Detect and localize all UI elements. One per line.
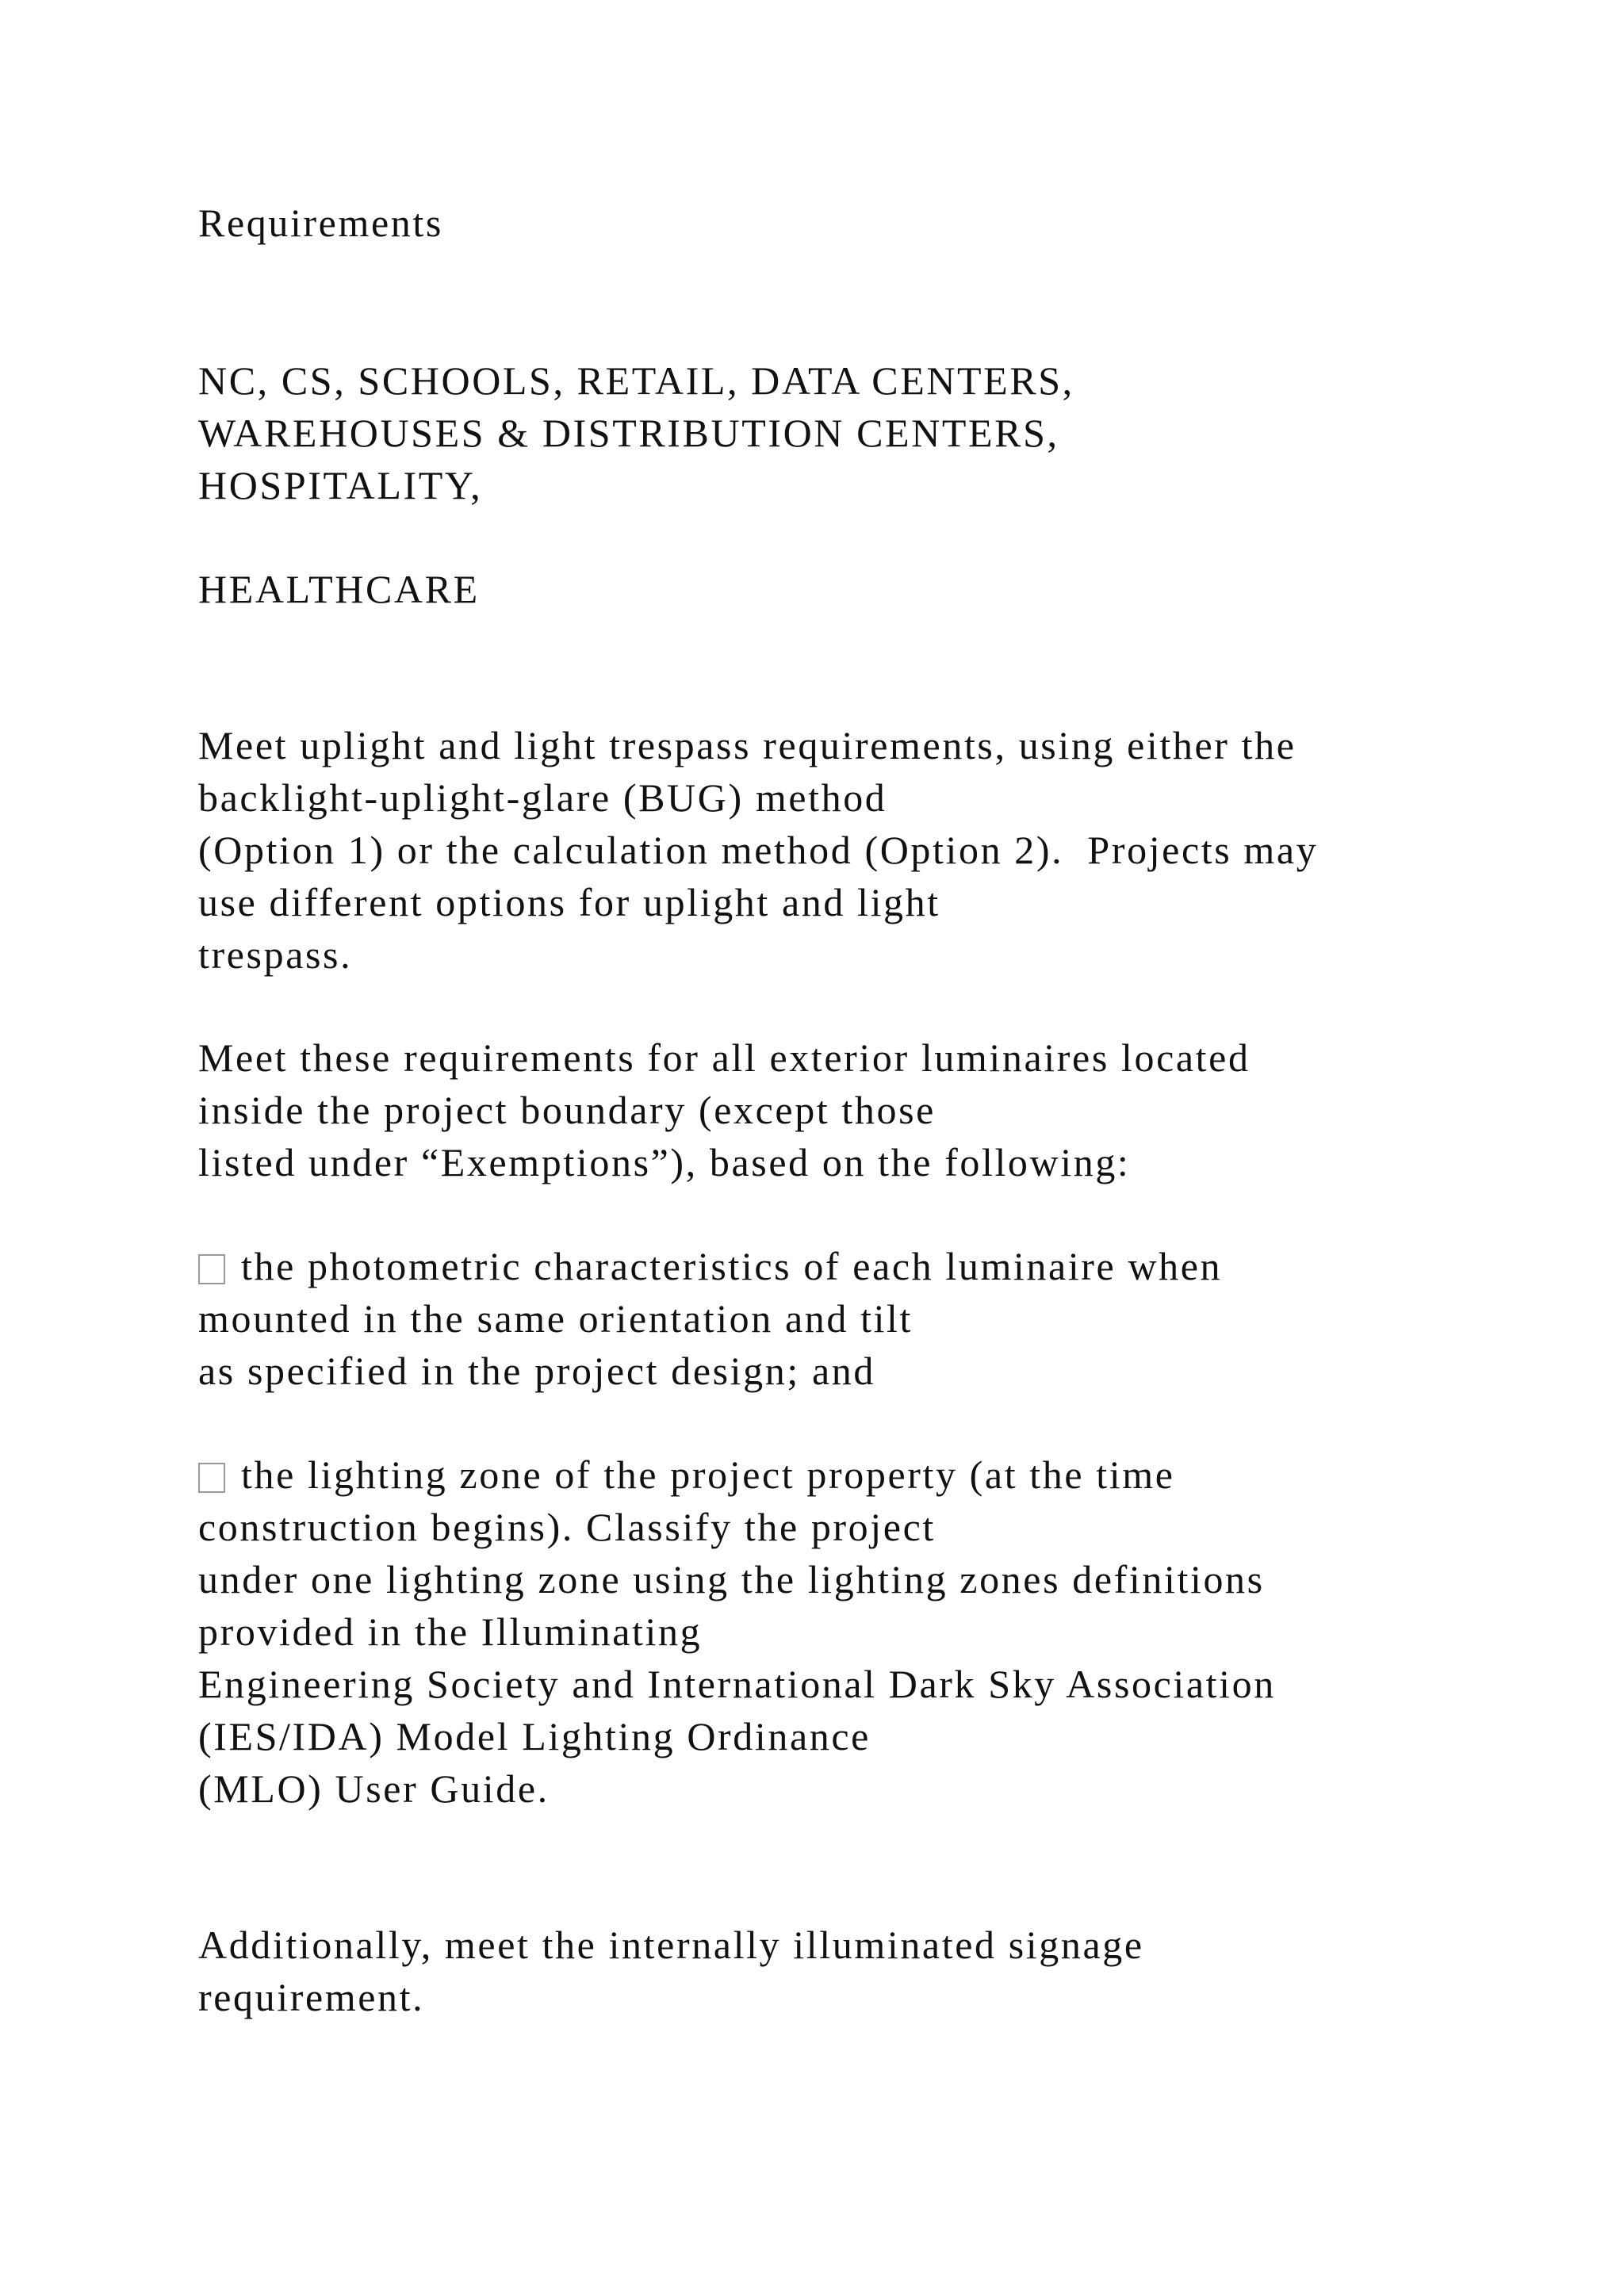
paragraph-line: listed under “Exemptions”), based on the following:	[198, 1140, 1131, 1184]
bullet-item-line: under one lighting zone using the lighting zones definitions	[198, 1557, 1265, 1601]
document-heading: Requirements	[198, 201, 443, 245]
bullet-item-line: construction begins). Classify the project	[198, 1505, 936, 1549]
bullet-item-line	[198, 1452, 1175, 1497]
bullet-glyph-icon	[198, 1254, 225, 1284]
paragraph-line: backlight-uplight-glare (BUG) method	[198, 775, 887, 820]
applicability-line: WAREHOUSES & DISTRIBUTION CENTERS,	[198, 411, 1059, 455]
bullet-text: the photometric characteristics of each luminaire when	[241, 1244, 1223, 1288]
paragraph-line: (Option 1) or the calculation method (Option 2). Projects may	[198, 828, 1319, 872]
paragraph-line: requirement.	[198, 1975, 425, 2019]
paragraph-line: use different options for uplight and light	[198, 880, 940, 924]
bullet-item-line: provided in the Illuminating	[198, 1609, 703, 1654]
paragraph-line: Meet uplight and light trespass requirements, using either the	[198, 723, 1297, 767]
bullet-item-line: Engineering Society and International Dark Sky Association	[198, 1662, 1276, 1706]
applicability-line: HEALTHCARE	[198, 567, 480, 611]
paragraph-line: Meet these requirements for all exterior luminaires located	[198, 1035, 1251, 1080]
bullet-item-line: as specified in the project design; and	[198, 1349, 875, 1393]
applicability-line: NC, CS, SCHOOLS, RETAIL, DATA CENTERS,	[198, 358, 1074, 403]
bullet-glyph-icon	[198, 1463, 225, 1493]
bullet-item-line: (MLO) User Guide.	[198, 1766, 550, 1811]
paragraph-line: inside the project boundary (except those	[198, 1088, 936, 1132]
bullet-item-line: (IES/IDA) Model Lighting Ordinance	[198, 1714, 871, 1758]
paragraph-line: trespass.	[198, 932, 353, 977]
bullet-text: the lighting zone of the project property (at the time	[241, 1452, 1175, 1497]
bullet-item-line: mounted in the same orientation and tilt	[198, 1296, 914, 1341]
bullet-item-line	[198, 1246, 1222, 1286]
paragraph-line: Additionally, meet the internally illuminated signage	[198, 1923, 1144, 1967]
applicability-line: HOSPITALITY,	[198, 463, 483, 507]
